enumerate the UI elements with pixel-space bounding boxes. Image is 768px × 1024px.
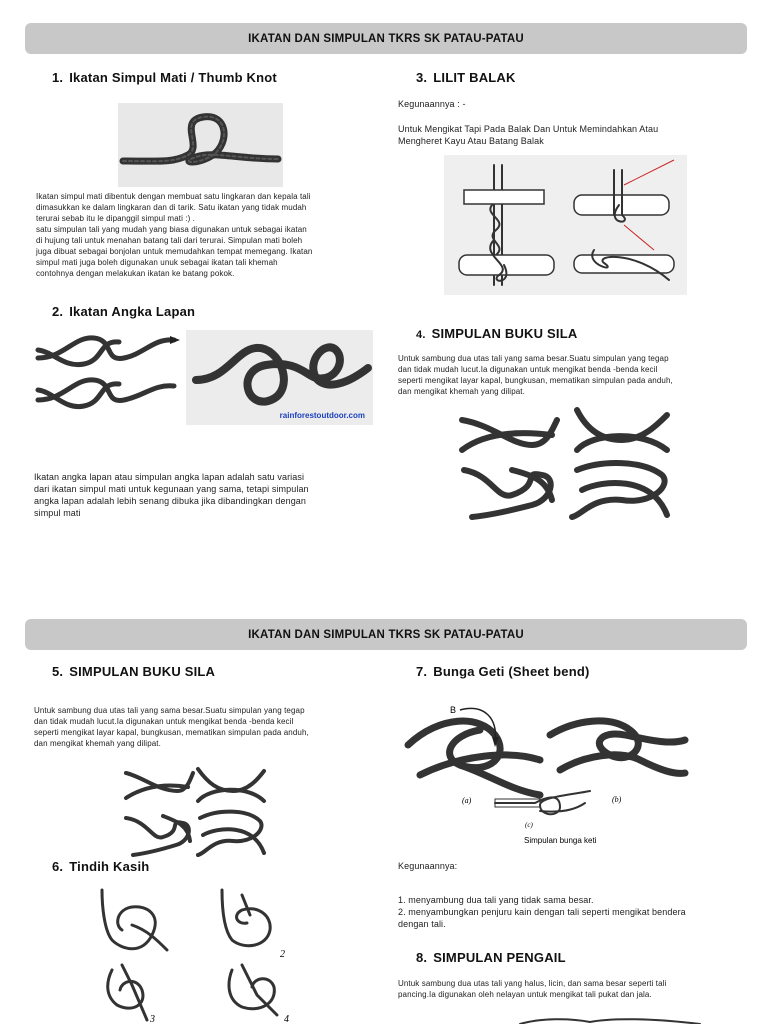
fig-label-bb: (b) (612, 795, 622, 804)
section-4-heading (416, 326, 577, 341)
section-5-line: dan tidak mudah lucut.Ia digunakan untuk mengikat benda -benda kecil (34, 717, 294, 726)
reef-knot-diagram-1 (452, 405, 682, 523)
section-2-line: dari ikatan simpul mati untuk kegunaan yang sama, tetapi simpulan (34, 484, 309, 494)
section-1-title: Ikatan Simpul Mati / Thumb Knot (69, 70, 277, 85)
section-4-text (398, 353, 738, 397)
section-8-title: SIMPULAN PENGAIL (433, 950, 566, 965)
section-1-heading (52, 70, 277, 85)
section-8-line: Untuk sambung dua utas tali yang halus, licin, dan sama besar seperti tali (398, 979, 667, 988)
section-7-usage-label: Kegunaannya: (398, 861, 458, 871)
section-3-usage-label: Kegunaannya : - (398, 99, 466, 109)
section-7-line: 1. menyambung dua tali yang tidak sama besar. (398, 895, 594, 905)
section-2-line: angka lapan adalah lebih senang dibuka jika dibandingkan dengan (34, 496, 307, 506)
section-7-number: 7. (416, 664, 428, 679)
step-label-3: 3 (150, 1014, 155, 1024)
figure-eight-photo (186, 330, 373, 425)
section-1-line: dimasukkan ke dalam lingkaran dan di tarik. Satu ikatan yang tidak mudah (36, 203, 307, 212)
section-5-heading (52, 664, 215, 679)
thumb-knot-image (118, 103, 283, 187)
fig-label-a: (a) (462, 796, 472, 805)
section-1-line: terurai sebab itu le dipanggil simpul mati :) . (36, 214, 195, 223)
section-8-text (398, 978, 748, 1000)
section-5-line: Untuk sambung dua utas tali yang sama besar.Suatu simpulan yang tegap (34, 706, 305, 715)
figure-eight-drawing (34, 328, 182, 418)
section-5-number: 5. (52, 664, 64, 679)
section-3-number: 3. (416, 70, 428, 85)
section-7-line: dengan tali. (398, 919, 446, 929)
section-4-line: dan tidak mudah lucut.Ia digunakan untuk mengikat benda -benda kecil (398, 365, 658, 374)
section-7-title: Bunga Geti (Sheet bend) (433, 664, 590, 679)
section-7-heading (416, 664, 590, 679)
section-1-line: Ikatan simpul mati dibentuk dengan membuat satu lingkaran dan kepala tali (36, 192, 311, 201)
section-4-number: 4. (416, 329, 426, 341)
section-5-title: SIMPULAN BUKU SILA (69, 664, 216, 679)
section-2-heading (52, 304, 195, 319)
section-2-title: Ikatan Angka Lapan (69, 304, 196, 319)
section-7-line: 2. menyambungkan penjuru kain dengan tali seperti mengikat bendera (398, 907, 686, 917)
section-3-line: Mengheret Kayu Atau Batang Balak (398, 136, 544, 146)
section-5-line: seperti mengikat layar kapal, bungkusan, mematikan simpulan pada anduh, (34, 728, 309, 737)
page-banner-1: IKATAN DAN SIMPULAN TKRS SK PATAU-PATAU (25, 23, 747, 54)
section-5-text (34, 705, 374, 749)
section-7-text (398, 894, 738, 930)
photo-watermark: rainforestoutdoor.com (279, 411, 365, 420)
section-8-number: 8. (416, 950, 428, 965)
section-2-text (34, 471, 374, 519)
section-1-line: di hujung tali untuk menahan batang tali dari terurai. Simpulan mati boleh (36, 236, 303, 245)
section-1-number: 1. (52, 70, 64, 85)
fig-label-c: (c) (525, 821, 533, 829)
section-3-heading (416, 70, 516, 85)
tindih-kasih-diagram (92, 885, 302, 1024)
fig-caption: Simpulan bunga keti (524, 836, 597, 845)
section-8-line: pancing.Ia digunakan oleh nelayan untuk mengikat tali pukat dan jala. (398, 990, 652, 999)
step-label-4: 4 (284, 1014, 289, 1024)
timber-hitch-diagram (444, 155, 687, 295)
section-4-line: Untuk sambung dua utas tali yang sama besar.Suatu simpulan yang tegap (398, 354, 669, 363)
reef-knot-diagram-2 (118, 763, 268, 858)
step-label-2: 2 (280, 949, 285, 960)
section-6-number: 6. (52, 859, 64, 874)
fishermans-knot-diagram (510, 1016, 710, 1024)
section-3-text (398, 123, 738, 147)
section-4-line: seperti mengikat layar kapal, bungkusan, mematikan simpulan pada anduh, (398, 376, 673, 385)
section-2-number: 2. (52, 304, 64, 319)
section-2-line: Ikatan angka lapan atau simpulan angka lapan adalah satu variasi (34, 472, 305, 482)
fig-label-b: B (450, 705, 457, 715)
section-6-title: Tindih Kasih (69, 859, 150, 874)
section-1-line: juga dibuat sebagai bonjolan untuk memudahkan tempat memegang. Ikatan (36, 247, 313, 256)
sheet-bend-diagram (400, 695, 690, 850)
section-1-line: satu simpulan tali yang mudah yang biasa digunakan untuk sebagai ikatan (36, 225, 307, 234)
page-banner-2: IKATAN DAN SIMPULAN TKRS SK PATAU-PATAU (25, 619, 747, 650)
section-6-heading (52, 859, 149, 874)
section-5-line: dan mengikat khemah yang dilipat. (34, 739, 161, 748)
section-3-line: Untuk Mengikat Tapi Pada Balak Dan Untuk Memindahkan Atau (398, 124, 659, 134)
section-3-title: LILIT BALAK (433, 70, 516, 85)
section-1-text (36, 191, 366, 279)
section-4-line: dan mengikat khemah yang dilipat. (398, 387, 525, 396)
section-2-line: simpul mati (34, 508, 81, 518)
section-1-line: contohnya dengan melakukan ikatan ke batang pokok. (36, 269, 235, 278)
section-1-line: simpul mati juga boleh digunakan unuk sebagai ikatan tali khemah (36, 258, 278, 267)
section-4-title: SIMPULAN BUKU SILA (431, 326, 578, 341)
section-8-heading (416, 950, 566, 965)
